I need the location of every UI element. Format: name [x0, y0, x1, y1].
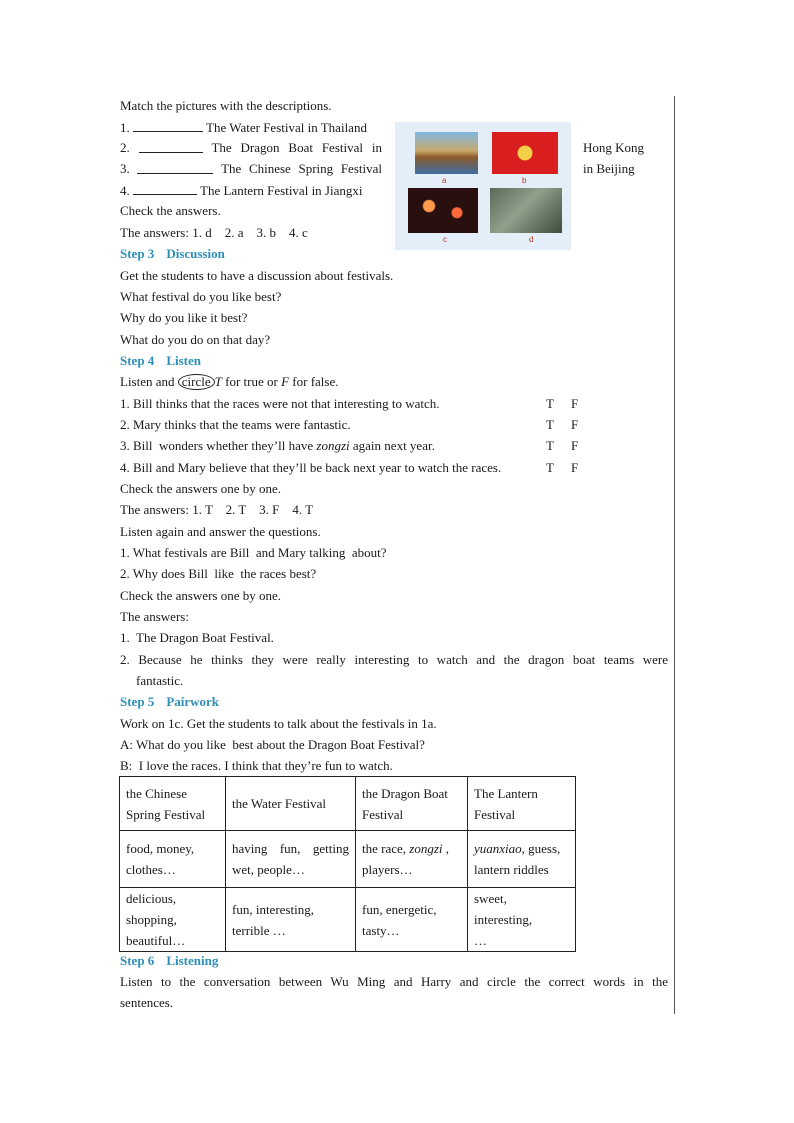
table-cell: having fun, getting wet, people… — [226, 831, 356, 888]
match-item-4: 4. The Lantern Festival in Jiangxi — [120, 183, 363, 198]
step4-heading: Step 4 Listen — [120, 353, 201, 368]
step4-check-1: Check the answers one by one. — [120, 481, 282, 496]
table-header-cell: the Dragon Boat Festival — [356, 777, 468, 831]
right-margin-rule — [674, 96, 675, 1014]
answer-blank[interactable] — [133, 119, 203, 132]
table-cell: the race, zongzi , players… — [356, 831, 468, 888]
spring-festival-photo — [492, 132, 558, 174]
match-item-2: 2. The Dragon Boat Festival in — [120, 140, 382, 155]
match-instruction: Match the pictures with the descriptions. — [120, 98, 332, 113]
true-option[interactable]: T — [546, 438, 554, 453]
answer-1: 1. The Dragon Boat Festival. — [120, 630, 274, 645]
table-header-row — [120, 777, 576, 831]
tf-options — [546, 396, 596, 412]
false-option[interactable]: F — [571, 417, 579, 432]
festival-pictures — [395, 122, 571, 250]
tf-statement-1: 1. Bill thinks that the races were not that interesting to watch. — [120, 396, 440, 411]
step6-heading: Step 6 Listening — [120, 953, 219, 968]
true-option[interactable]: T — [546, 417, 554, 432]
lantern-festival-photo — [408, 188, 478, 233]
answer-blank[interactable] — [137, 161, 213, 174]
water-festival-photo — [415, 132, 478, 174]
match-item-1: 1. The Water Festival in Thailand — [120, 120, 367, 135]
table-row — [120, 831, 576, 888]
match-item-2-cont: Hong Kong — [583, 140, 645, 155]
step3-heading: Step 3 Discussion — [120, 246, 225, 261]
true-option[interactable]: T — [546, 460, 554, 475]
step4-answers-label: The answers: — [120, 609, 189, 624]
table-row — [120, 888, 576, 952]
match-check: Check the answers. — [120, 203, 221, 218]
picture-label-c: c — [443, 235, 447, 244]
dialog-b: B: I love the races. I think that they’re fun to watch. — [120, 758, 393, 773]
tf-options — [546, 460, 596, 476]
table-cell: fun, energetic, tasty… — [356, 888, 468, 952]
circled-word: circle — [178, 374, 215, 390]
step3-line: Get the students to have a discussion about festivals. — [120, 268, 394, 283]
match-item-3: 3. The Chinese Spring Festival — [120, 161, 382, 176]
false-option[interactable]: F — [571, 460, 579, 475]
step5-line: Work on 1c. Get the students to talk about the festivals in 1a. — [120, 716, 437, 731]
answer-blank[interactable] — [139, 140, 203, 153]
false-option[interactable]: F — [571, 438, 579, 453]
dialog-a: A: What do you like best about the Dragon Boat Festival? — [120, 737, 425, 752]
step4-answers-1: The answers: 1. T 2. T 3. F 4. T — [120, 502, 314, 517]
tf-options — [546, 438, 596, 454]
picture-label-b: b — [522, 176, 527, 185]
tf-options — [546, 417, 596, 433]
match-answers: The answers: 1. d 2. a 3. b 4. c — [120, 225, 308, 240]
question-2: 2. Why does Bill like the races best? — [120, 566, 317, 581]
table-cell: delicious, shopping, beautiful… — [120, 888, 226, 952]
festival-table — [119, 776, 576, 952]
step4-listen-again: Listen again and answer the questions. — [120, 524, 321, 539]
answer-2-line-1: 2. Because he thinks they were really interesting to watch and the dragon boat teams were — [120, 652, 668, 667]
picture-label-d: d — [529, 235, 534, 244]
table-cell: sweet, interesting, … — [468, 888, 576, 952]
question-1: 1. What festivals are Bill and Mary talking about? — [120, 545, 387, 560]
tf-statement-4: 4. Bill and Mary believe that they’ll be back next year to watch the races. — [120, 460, 502, 475]
tf-statement-3: 3. Bill wonders whether they’ll have zongzi again next year. — [120, 438, 435, 453]
step3-line: What do you do on that day? — [120, 332, 271, 347]
step5-heading: Step 5 Pairwork — [120, 694, 220, 709]
step3-line: What festival do you like best? — [120, 289, 282, 304]
false-option[interactable]: F — [571, 396, 579, 411]
step6-line-2: sentences. — [120, 995, 174, 1010]
table-cell: fun, interesting, terrible … — [226, 888, 356, 952]
picture-label-a: a — [442, 176, 447, 185]
table-header-cell: the Water Festival — [226, 777, 356, 831]
answer-blank[interactable] — [133, 182, 197, 195]
step4-instruction: Listen and circle T for true or F for false. — [120, 374, 339, 389]
dragon-boat-photo — [490, 188, 562, 233]
answer-2-line-2: fantastic. — [136, 673, 184, 688]
true-option[interactable]: T — [546, 396, 554, 411]
table-header-cell: The Lantern Festival — [468, 777, 576, 831]
step4-check-2: Check the answers one by one. — [120, 588, 282, 603]
step6-line-1: Listen to the conversation between Wu Ming and Harry and circle the correct words in the — [120, 974, 668, 989]
match-item-3-cont: in Beijing — [583, 161, 635, 176]
tf-statement-2: 2. Mary thinks that the teams were fantastic. — [120, 417, 351, 432]
table-header-cell: the Chinese Spring Festival — [120, 777, 226, 831]
table-cell: yuanxiao, guess, lantern riddles — [468, 831, 576, 888]
step3-line: Why do you like it best? — [120, 310, 248, 325]
table-cell: food, money, clothes… — [120, 831, 226, 888]
